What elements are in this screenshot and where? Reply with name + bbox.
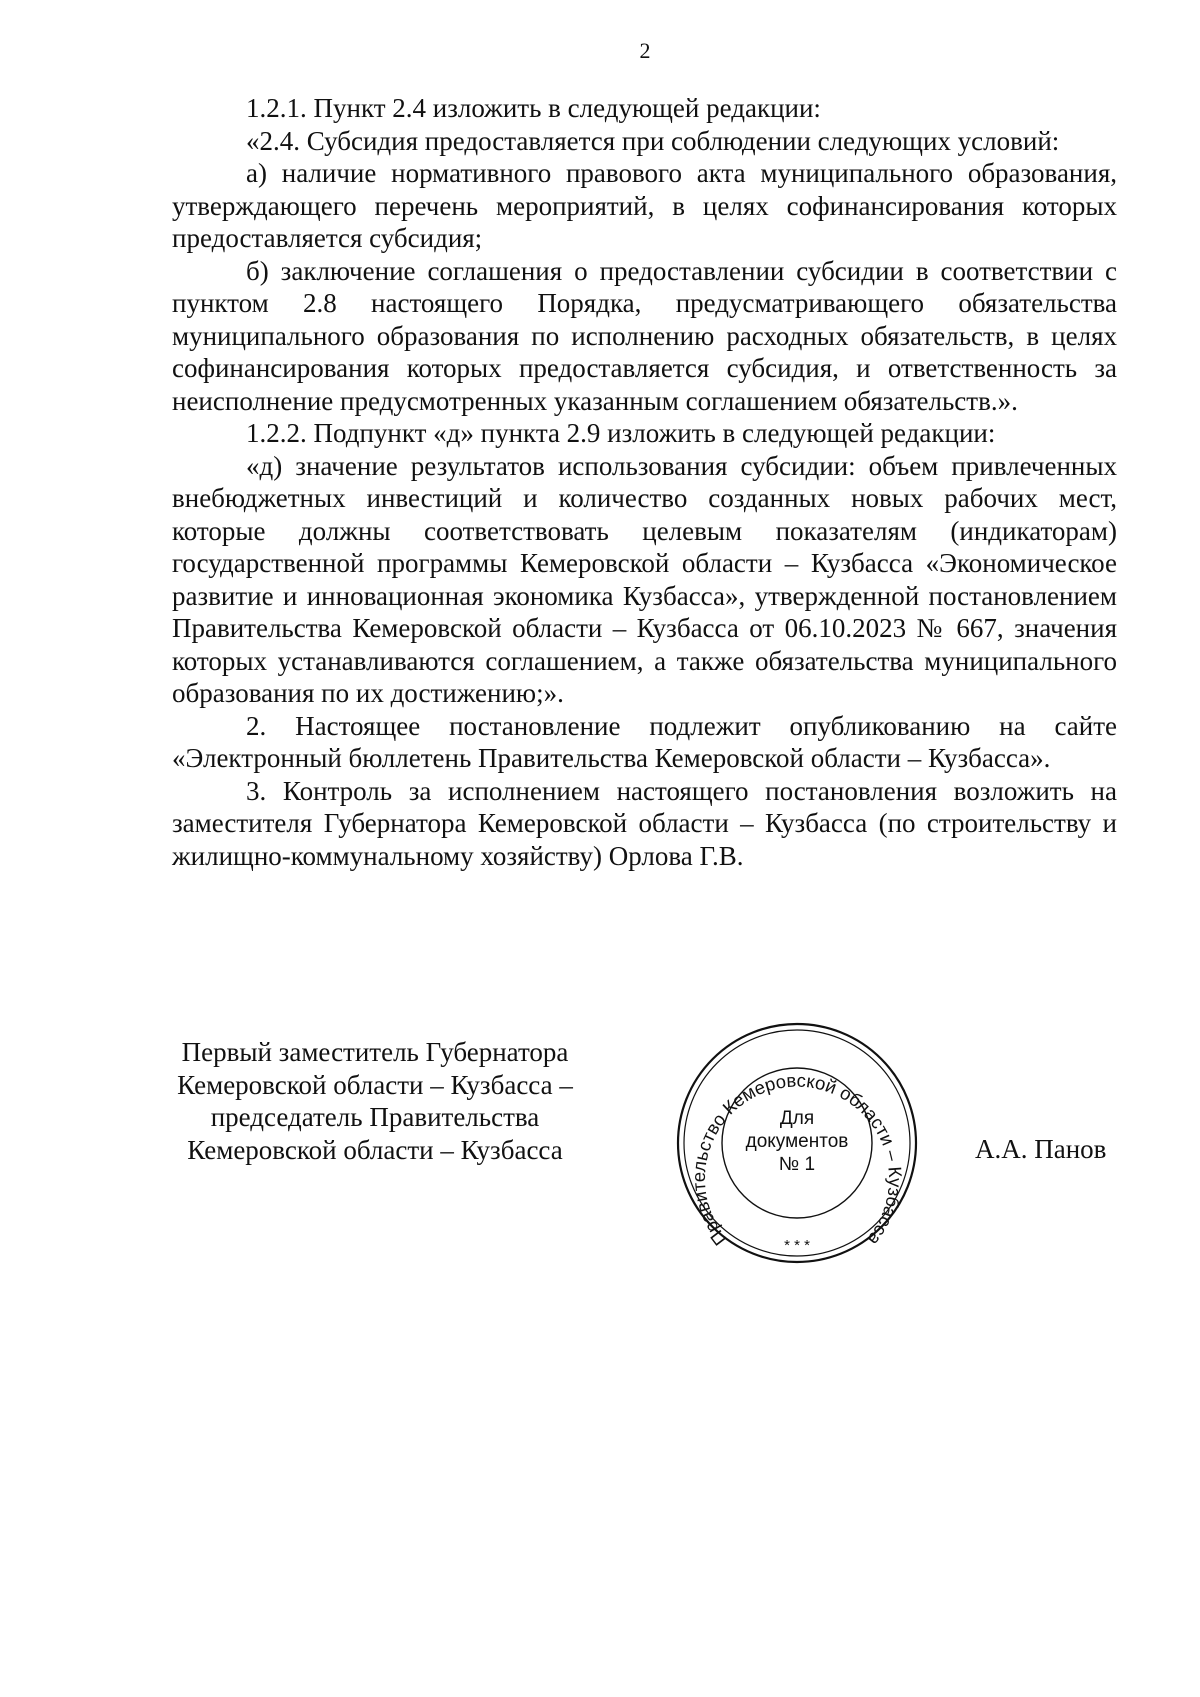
- seal-stars: * * *: [784, 1237, 810, 1254]
- paragraph-subclause-d: «д) значение результатов использования субсидии: объем привлеченных внебюджетных инвестиций и количество созданных новых рабочих мест, которые должны соответствовать целевым показателям (индикаторам) государственной программы Кемеровской области – Кузбасса «Экономическое развитие и инновационная экономика Кузбасса», утвержденной постановлением Правительства Кемеровской области – Кузбасса от 06.10.2023 № 667, значения которых устанавливаются соглашением, а также обязательства муниципального образования по их достижению;».: [172, 450, 1117, 708]
- signatory-name: А.А. Панов: [975, 1134, 1107, 1164]
- seal-ring-text: Правительство Кемеровской области – Кузбасса: [687, 1069, 907, 1250]
- seal-center-line: документов: [745, 1131, 849, 1152]
- seal-center-line: № 1: [778, 1154, 816, 1175]
- page-number: 2: [639, 38, 651, 63]
- signatory-title-line: Кемеровской области – Кузбасса: [187, 1134, 563, 1165]
- paragraph-2-publication: 2. Настоящее постановление подлежит опубликованию на сайте «Электронный бюллетень Правительства Кемеровской области – Кузбасса».: [172, 710, 1117, 773]
- seal-center-line: Для: [779, 1108, 815, 1129]
- paragraph-condition-a: а) наличие нормативного правового акта муниципального образования, утверждающего перечень мероприятий, в целях софинансирования которых предоставляется субсидия;: [172, 158, 1117, 253]
- signatory-title: [150, 1036, 600, 1166]
- signatory-title-line: Кемеровской области – Кузбасса –: [177, 1069, 573, 1100]
- signatory-title-line: Первый заместитель Губернатора: [181, 1037, 569, 1067]
- paragraph-1-2-1: 1.2.1. Пункт 2.4 изложить в следующей редакции:: [246, 93, 821, 123]
- paragraph-2-4: «2.4. Субсидия предоставляется при соблюдении следующих условий:: [246, 125, 1060, 156]
- paragraph-3-control: 3. Контроль за исполнением настоящего постановления возложить на заместителя Губернатора Кемеровской области – Кузбасса (по строительству и жилищно-коммунальному хозяйству) Орлова Г.В.: [172, 775, 1117, 871]
- signatory-title-line: председатель Правительства: [210, 1102, 540, 1132]
- official-seal: [672, 1018, 922, 1268]
- paragraph-1-2-2: 1.2.2. Подпункт «д» пункта 2.9 изложить в следующей редакции:: [246, 418, 996, 448]
- document-body: [172, 92, 1117, 872]
- paragraph-condition-b: б) заключение соглашения о предоставлении субсидии в соответствии с пунктом 2.8 настоящего Порядка, предусматривающего обязательства муниципального образования по исполнению расходных обязательств, в целях софинансирования которых предоставляется субсидия, и ответственность за неисполнение предусмотренных указанным соглашением обязательств.».: [172, 255, 1117, 416]
